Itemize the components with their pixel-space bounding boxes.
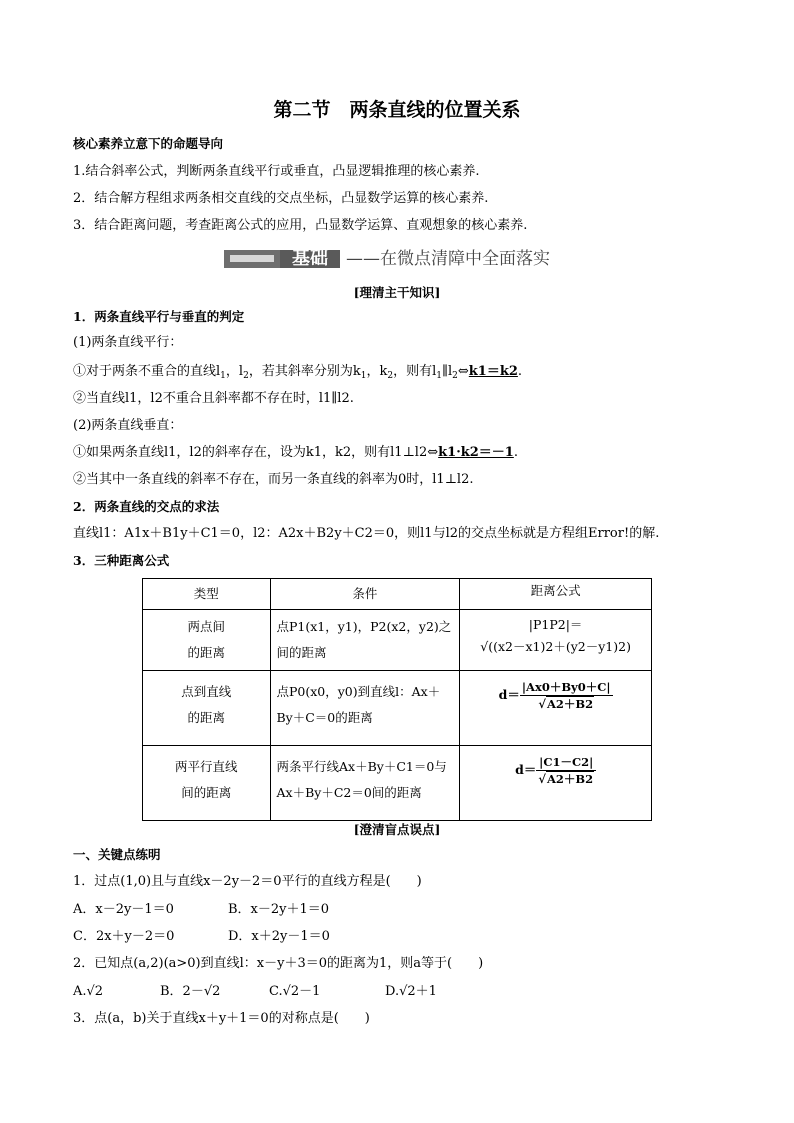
section1-label: [理清主干知识] [353, 285, 441, 300]
perpendicular-heading: (2)两条直线垂直： [73, 418, 183, 433]
table-header-formula: 距离公式 [460, 579, 652, 610]
practice-heading: 一、关键点练明 [73, 847, 161, 862]
knowledge-3-heading: 3．三种距离公式 [73, 553, 170, 568]
question-2: 2．已知点(a,2)(a>0)到直线l：x－y＋3＝0的距离为1，则a等于( ) [73, 956, 484, 971]
perpendicular-item-1: ①如果两条直线l1，l2的斜率存在，设为k1，k2，则有l1⊥l2⇔k1·k2＝－1. [73, 445, 518, 460]
table-cell-condition: 两条平行线Ax＋By＋C1＝0与Ax＋By＋C2＝0间的距离 [270, 746, 460, 821]
question-2-option-a: A.√2 [73, 984, 104, 999]
banner-sub-text: ——在微点清障中全面落实 [346, 249, 550, 269]
table-cell-type: 两点间 的距离 [143, 610, 271, 671]
perpendicular-answer: k1·k2＝－1 [438, 445, 514, 460]
parallel-answer: k1＝k2 [468, 364, 518, 379]
section2-label: [澄清盲点误点] [353, 822, 441, 837]
parallel-item-1: ①对于两条不重合的直线$l_1$，$l_2$，若其斜率分别为$k_1$，$k_2$，则有$l_1\parallel l_2\Leftrightarrow k1=k2$. [73, 364, 523, 381]
section-banner [224, 247, 564, 271]
core-item-1: 1.结合斜率公式，判断两条直线平行或垂直，凸显逻辑推理的核心素养. [73, 164, 480, 179]
perpendicular-item-2: ②当其中一条直线的斜率不存在，而另一条直线的斜率为0时，l1⊥l2. [73, 472, 474, 487]
core-item-3: 3．结合距离问题，考查距离公式的应用，凸显数学运算、直观想象的核心素养. [73, 218, 528, 233]
question-2-option-c: C.√2－1 [269, 984, 321, 999]
table-cell-formula: d＝ $\frac{|C1-C2|}{√A2+B2}$ [460, 746, 652, 821]
table-header-type: 类型 [143, 579, 271, 610]
question-1: 1．过点(1,0)且与直线x－2y－2＝0平行的直线方程是( ) [73, 874, 422, 889]
table-cell-condition: 点P0(x0，y0)到直线l：Ax＋By＋C＝0的距离 [270, 671, 460, 746]
question-2-option-b: B．2－√2 [160, 984, 221, 999]
table-row [143, 671, 652, 746]
question-1-option-d: D．x＋2y－1＝0 [228, 929, 330, 944]
table-row [143, 610, 652, 671]
table-row [143, 746, 652, 821]
banner-main-text: 基础 [292, 248, 328, 269]
table-cell-formula: |P1P2|＝ √((x2－x1)2＋(y2－y1)2) [460, 610, 652, 671]
question-1-option-c: C．2x＋y－2＝0 [73, 929, 175, 944]
table-cell-formula: d＝ $\frac{|Ax0+By0+C|}{√A2+B2}$ [460, 671, 652, 746]
question-1-option-a: A．x－2y－1＝0 [73, 902, 174, 917]
distance-formula-table [142, 578, 652, 821]
page-title: 第二节 两条直线的位置关系 [273, 99, 521, 121]
question-2-option-d: D.√2＋1 [385, 984, 437, 999]
question-1-option-b: B．x－2y＋1＝0 [228, 902, 330, 917]
banner-bar-inner [230, 255, 274, 262]
parallel-item-2: ②当直线l1，l2不重合且斜率都不存在时，l1∥l2. [73, 391, 354, 406]
table-cell-type: 点到直线 的距离 [143, 671, 271, 746]
core-heading: 核心素养立意下的命题导向 [73, 136, 224, 151]
knowledge-2-text: 直线l1：A1x＋B1y＋C1＝0，l2：A2x＋B2y＋C2＝0，则l1与l2的交点坐标就是方程组Error!的解. [73, 526, 660, 541]
core-item-2: 2．结合解方程组求两条相交直线的交点坐标，凸显数学运算的核心素养. [73, 191, 489, 206]
table-cell-condition: 点P1(x1，y1)，P2(x2，y2)之间的距离 [270, 610, 460, 671]
knowledge-2-heading: 2．两条直线的交点的求法 [73, 499, 220, 514]
table-header-condition: 条件 [270, 579, 460, 610]
parallel-heading: (1)两条直线平行： [73, 335, 183, 350]
knowledge-1-heading: 1．两条直线平行与垂直的判定 [73, 309, 245, 324]
table-cell-type: 两平行直线 间的距离 [143, 746, 271, 821]
question-3: 3．点(a，b)关于直线x＋y＋1＝0的对称点是( ) [73, 1011, 370, 1026]
table-header-row [143, 579, 652, 610]
